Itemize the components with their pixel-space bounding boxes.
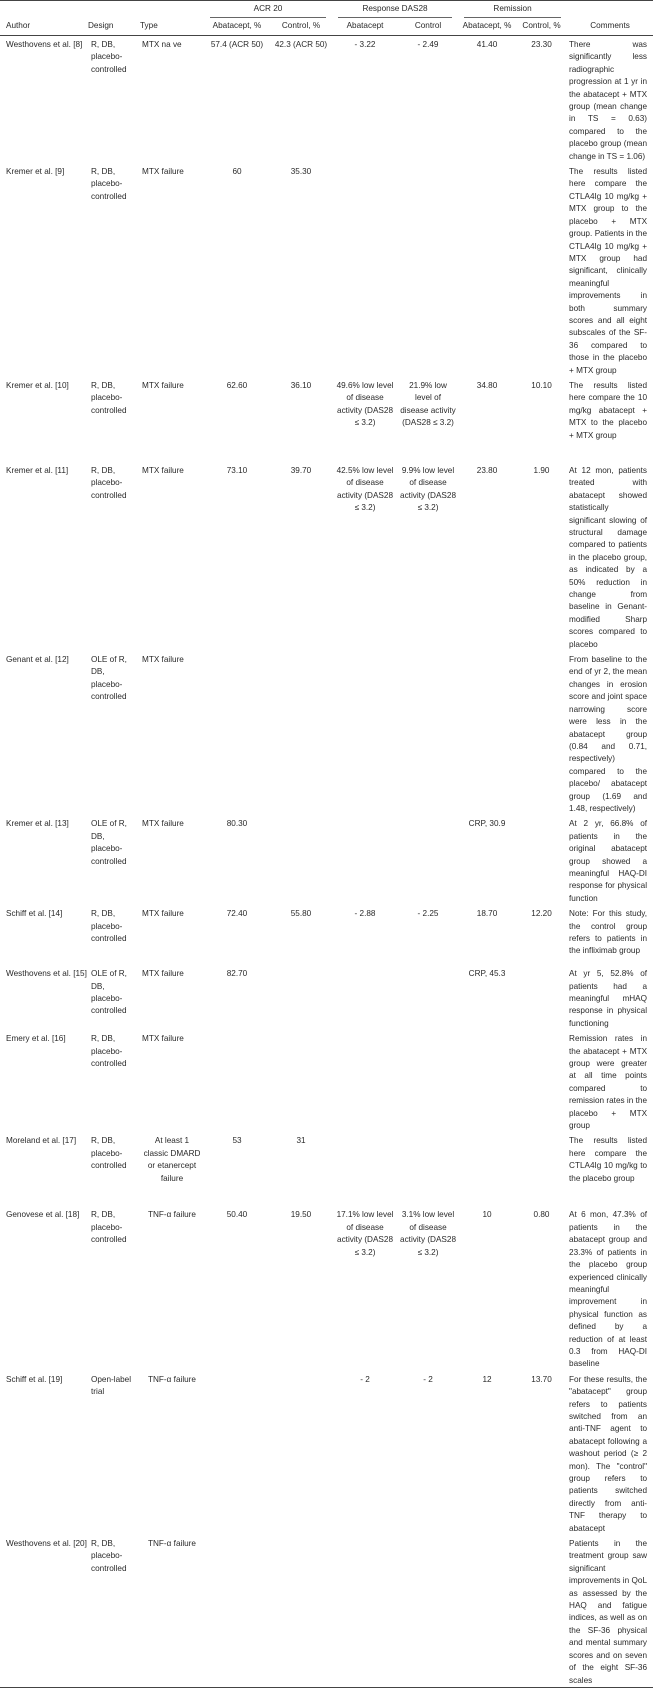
cell-acr-abatacept: 82.70 bbox=[226, 969, 248, 979]
col-acr-control: Control, % bbox=[270, 18, 332, 36]
cell-author: Emery et al. [16] bbox=[6, 1034, 66, 1044]
cell-comments: From baseline to the end of yr 2, the mean changes in erosion score and joint space narrowing score were less in the abatacept group (0.84 and 0.71, respectively) compared to the placebo/ abatacept group (1.69 and 1.48, respectively) bbox=[569, 655, 648, 813]
cell-type: MTX failure bbox=[142, 465, 184, 475]
cell-author: Westhovens et al. [20] bbox=[0, 1535, 88, 1687]
group-acr20: ACR 20 bbox=[204, 1, 332, 19]
cell-rem-abatacept: 41.40 bbox=[476, 40, 498, 49]
group-response-das28: Response DAS28 bbox=[332, 1, 458, 19]
cell-das-control bbox=[398, 651, 458, 815]
col-rem-abatacept: Abatacept, % bbox=[458, 18, 516, 36]
cell-comments: For these results, the "abatacept" group refers to patients switched from an anti-TNF agent to abatacept following a washout period (≥ 2 mon). The "control" group refers to patients switched directly from anti-TNF therapy to abatacept bbox=[569, 1374, 648, 1533]
cell-acr-abatacept bbox=[204, 1535, 270, 1687]
cell-comments: The results listed here compare the CTLA4Ig 10 mg/kg + MTX group to the placebo + MTX group. Patients in the CTLA4Ig 10 mg/kg + MTX group had significant, clinically meaningful improvements in both summary scores and all eight subscales of the SF-36 compared to those in the placebo + MTX group bbox=[569, 167, 648, 375]
cell-author: Kremer et al. [10] bbox=[6, 380, 69, 390]
cell-author: Schiff et al. [14] bbox=[6, 909, 63, 919]
cell-rem-abatacept bbox=[458, 1535, 516, 1687]
cell-type: MTX failure bbox=[142, 655, 184, 665]
cell-acr-control: 55.80 bbox=[290, 909, 312, 919]
cell-acr-control: 42.3 (ACR 50) bbox=[274, 40, 328, 49]
cell-das-control: - 2 bbox=[423, 1374, 433, 1384]
cell-rem-abatacept: 34.80 bbox=[476, 380, 498, 390]
cell-das-control: - 2.25 bbox=[417, 909, 439, 919]
table-row bbox=[0, 163, 653, 377]
cell-acr-abatacept bbox=[204, 1371, 270, 1535]
cell-author: Westhovens et al. [8] bbox=[6, 40, 83, 49]
cell-comments: The results listed here compare the 10 mg/kg abatacept + MTX to the placebo + MTX group bbox=[569, 380, 648, 440]
cell-acr-control bbox=[270, 965, 332, 1030]
cell-type: At least 1 classic DMARD or etanercept failure bbox=[143, 1136, 201, 1183]
cell-rem-abatacept: 12 bbox=[482, 1374, 492, 1384]
cell-das-control: 9.9% low level of disease activity (DAS28 ≤ 3.2) bbox=[400, 465, 456, 513]
cell-rem-control: 10.10 bbox=[531, 380, 552, 390]
cell-das-abatacept: 17.1% low level of disease activity (DAS28 ≤ 3.2) bbox=[336, 1210, 394, 1257]
cell-rem-abatacept: 18.70 bbox=[476, 909, 498, 919]
cell-rem-abatacept bbox=[458, 1030, 516, 1132]
cell-design: R, DB, placebo-controlled bbox=[91, 380, 127, 415]
cell-rem-abatacept: 23.80 bbox=[476, 465, 498, 475]
cell-rem-control: 13.70 bbox=[531, 1374, 552, 1384]
col-rem-control: Control, % bbox=[516, 18, 567, 36]
table-row bbox=[0, 905, 653, 965]
cell-design: R, DB, placebo-controlled bbox=[91, 1136, 127, 1171]
cell-rem-abatacept bbox=[458, 163, 516, 377]
cell-das-abatacept bbox=[332, 1030, 398, 1132]
table-row bbox=[0, 1132, 653, 1206]
cell-das-control: 21.9% low level of disease activity (DAS28 ≤ 3.2) bbox=[400, 380, 456, 428]
cell-comments: Patients in the treatment group saw significant improvements in QoL as assessed by the HAQ and fatigue indices, as well as on the SF-36 physical and mental summary scores and on seven of the eight SF-36 scales bbox=[567, 1535, 653, 1687]
col-das-control: Control bbox=[398, 18, 458, 36]
cell-design: R, DB, placebo-controlled bbox=[91, 1210, 127, 1245]
cell-acr-control: 39.70 bbox=[290, 465, 312, 475]
cell-type: MTX failure bbox=[142, 167, 184, 177]
cell-author: Schiff et al. [19] bbox=[6, 1374, 63, 1384]
cell-acr-control bbox=[270, 651, 332, 815]
cell-das-control bbox=[398, 1030, 458, 1132]
cell-design: R, DB, placebo-controlled bbox=[88, 1535, 140, 1687]
col-comments: Comments bbox=[567, 18, 653, 36]
cell-type: TNF-α failure bbox=[148, 1210, 196, 1220]
col-das-abatacept: Abatacept bbox=[332, 18, 398, 36]
cell-rem-abatacept: CRP, 30.9 bbox=[468, 819, 506, 829]
cell-rem-abatacept: 10 bbox=[482, 1210, 492, 1220]
cell-author: Kremer et al. [9] bbox=[6, 167, 65, 177]
table-row bbox=[0, 815, 653, 905]
cell-design: OLE of R, DB, placebo-controlled bbox=[91, 969, 127, 1016]
cell-author: Moreland et al. [17] bbox=[6, 1136, 77, 1146]
cell-rem-control: 0.80 bbox=[533, 1210, 550, 1220]
cell-acr-control bbox=[270, 1535, 332, 1687]
table-row bbox=[0, 462, 653, 651]
cell-das-abatacept bbox=[332, 1132, 398, 1206]
cell-acr-abatacept: 57.4 (ACR 50) bbox=[210, 40, 264, 49]
cell-das-control bbox=[398, 965, 458, 1030]
cell-rem-control: 23.30 bbox=[531, 40, 552, 49]
cell-type: TNF-α failure bbox=[140, 1535, 204, 1687]
cell-design: OLE of R, DB, placebo-controlled bbox=[91, 655, 127, 702]
cell-rem-control bbox=[516, 651, 567, 815]
cell-design: R, DB, placebo-controlled bbox=[91, 465, 127, 500]
cell-rem-control bbox=[516, 163, 567, 377]
cell-author: Genovese et al. [18] bbox=[6, 1210, 80, 1220]
cell-design: OLE of R, DB, placebo-controlled bbox=[91, 819, 127, 866]
cell-acr-abatacept bbox=[204, 651, 270, 815]
cell-acr-control: 31 bbox=[296, 1136, 306, 1146]
cell-rem-control: 12.20 bbox=[531, 909, 552, 919]
cell-das-control bbox=[398, 163, 458, 377]
table-row bbox=[0, 1535, 653, 1687]
cell-acr-abatacept: 72.40 bbox=[226, 909, 248, 919]
cell-das-abatacept: 42.5% low level of disease activity (DAS28 ≤ 3.2) bbox=[336, 465, 394, 513]
table-row bbox=[0, 377, 653, 462]
cell-type: MTX failure bbox=[142, 380, 184, 390]
cell-das-abatacept bbox=[332, 163, 398, 377]
cell-acr-abatacept: 73.10 bbox=[226, 465, 248, 475]
cell-acr-control: 19.50 bbox=[290, 1210, 312, 1220]
cell-acr-abatacept: 53 bbox=[232, 1136, 242, 1146]
table-row bbox=[0, 36, 653, 164]
table-row bbox=[0, 1206, 653, 1370]
header-group-row bbox=[0, 1, 653, 19]
cell-das-abatacept: - 2.88 bbox=[354, 909, 376, 919]
cell-rem-control bbox=[516, 1535, 567, 1687]
cell-type: MTX na ve bbox=[142, 40, 182, 49]
cell-das-abatacept bbox=[332, 965, 398, 1030]
cell-acr-abatacept bbox=[204, 1030, 270, 1132]
col-design: Design bbox=[88, 18, 140, 36]
cell-type: MTX failure bbox=[142, 969, 184, 979]
table-row bbox=[0, 651, 653, 815]
cell-type: MTX failure bbox=[142, 909, 184, 919]
cell-author: Genant et al. [12] bbox=[6, 655, 69, 665]
group-remission: Remission bbox=[458, 1, 567, 19]
col-type: Type bbox=[140, 18, 204, 36]
cell-acr-abatacept: 50.40 bbox=[226, 1210, 248, 1220]
cell-type: MTX failure bbox=[142, 819, 184, 829]
cell-type: MTX failure bbox=[142, 1034, 184, 1044]
cell-acr-abatacept: 62.60 bbox=[226, 380, 248, 390]
cell-acr-control bbox=[270, 1371, 332, 1535]
cell-das-abatacept: - 3.22 bbox=[354, 40, 376, 49]
cell-das-abatacept: - 2 bbox=[360, 1374, 370, 1384]
table-row bbox=[0, 1030, 653, 1132]
cell-design: R, DB, placebo-controlled bbox=[91, 167, 127, 201]
table-row bbox=[0, 965, 653, 1030]
cell-comments: At yr 5, 52.8% of patients had a meaningful mHAQ response in physical functioning bbox=[569, 969, 648, 1028]
cell-rem-abatacept bbox=[458, 1132, 516, 1206]
cell-das-abatacept bbox=[332, 1535, 398, 1687]
cell-acr-control bbox=[270, 1030, 332, 1132]
cell-das-control: - 2.49 bbox=[417, 40, 439, 49]
cell-das-control bbox=[398, 1535, 458, 1687]
cell-das-abatacept bbox=[332, 815, 398, 905]
cell-das-abatacept bbox=[332, 651, 398, 815]
cell-acr-abatacept: 80.30 bbox=[226, 819, 248, 829]
cell-author: Westhovens et al. [15] bbox=[6, 969, 87, 979]
cell-design: R, DB, placebo-controlled bbox=[91, 40, 127, 74]
cell-comments: There was significantly less radiographic progression at 1 yr in the abatacept + MTX group (mean change in TS = 0.63) compared to the placebo group (mean change in TS = 1.06) bbox=[569, 40, 648, 161]
cell-rem-control bbox=[516, 1030, 567, 1132]
cell-das-control bbox=[398, 1132, 458, 1206]
cell-acr-control bbox=[270, 815, 332, 905]
cell-acr-control: 36.10 bbox=[290, 380, 312, 390]
header-column-row bbox=[0, 18, 653, 36]
cell-rem-control: 1.90 bbox=[533, 465, 550, 475]
cell-das-control: 3.1% low level of disease activity (DAS28 ≤ 3.2) bbox=[400, 1210, 456, 1257]
cell-comments: At 6 mon, 47.3% of patients in the abatacept group and 23.3% of patients in the placebo group experienced clinically meaningful improvement in physical function as defined by a reduction of at least 0.3 from HAQ-DI baseline bbox=[569, 1210, 648, 1369]
cell-rem-abatacept bbox=[458, 651, 516, 815]
cell-author: Kremer et al. [11] bbox=[6, 465, 69, 475]
cell-design: R, DB, placebo-controlled bbox=[91, 909, 127, 943]
cell-acr-control: 35.30 bbox=[290, 167, 312, 177]
cell-rem-control bbox=[516, 815, 567, 905]
cell-comments: At 12 mon, patients treated with abatacept showed statistically significant slowing of structural damage compared to patients in the placebo group, as indicated by a 50% reduction in change from baseline in Genant-modified Sharp scores compared to placebo bbox=[569, 465, 648, 649]
cell-author: Kremer et al. [13] bbox=[6, 819, 69, 829]
cell-type: TNF-α failure bbox=[148, 1374, 196, 1384]
cell-comments: Note: For this study, the control group refers to patients in the infliximab group bbox=[569, 909, 648, 956]
cell-acr-abatacept: 60 bbox=[232, 167, 242, 177]
cell-rem-control bbox=[516, 1132, 567, 1206]
cell-rem-abatacept: CRP, 45.3 bbox=[468, 969, 506, 979]
table-row bbox=[0, 1371, 653, 1535]
cell-das-abatacept: 49.6% low level of disease activity (DAS28 ≤ 3.2) bbox=[336, 380, 394, 428]
cell-comments: At 2 yr, 66.8% of patients in the original abatacept group showed a meaningful HAQ-DI response for physical function bbox=[569, 819, 648, 903]
cell-design: R, DB, placebo-controlled bbox=[91, 1034, 127, 1069]
cell-rem-control bbox=[516, 965, 567, 1030]
cell-das-control bbox=[398, 815, 458, 905]
col-author: Author bbox=[0, 18, 88, 36]
cell-comments: Remission rates in the abatacept + MTX group were greater at all time points compared to remission rates in the placebo + MTX group bbox=[569, 1034, 648, 1131]
cell-comments: The results listed here compare the CTLA4Ig 10 mg/kg to the placebo group bbox=[569, 1136, 648, 1183]
col-acr-abatacept: Abatacept, % bbox=[204, 18, 270, 36]
cell-design: Open-label trial bbox=[91, 1374, 132, 1397]
